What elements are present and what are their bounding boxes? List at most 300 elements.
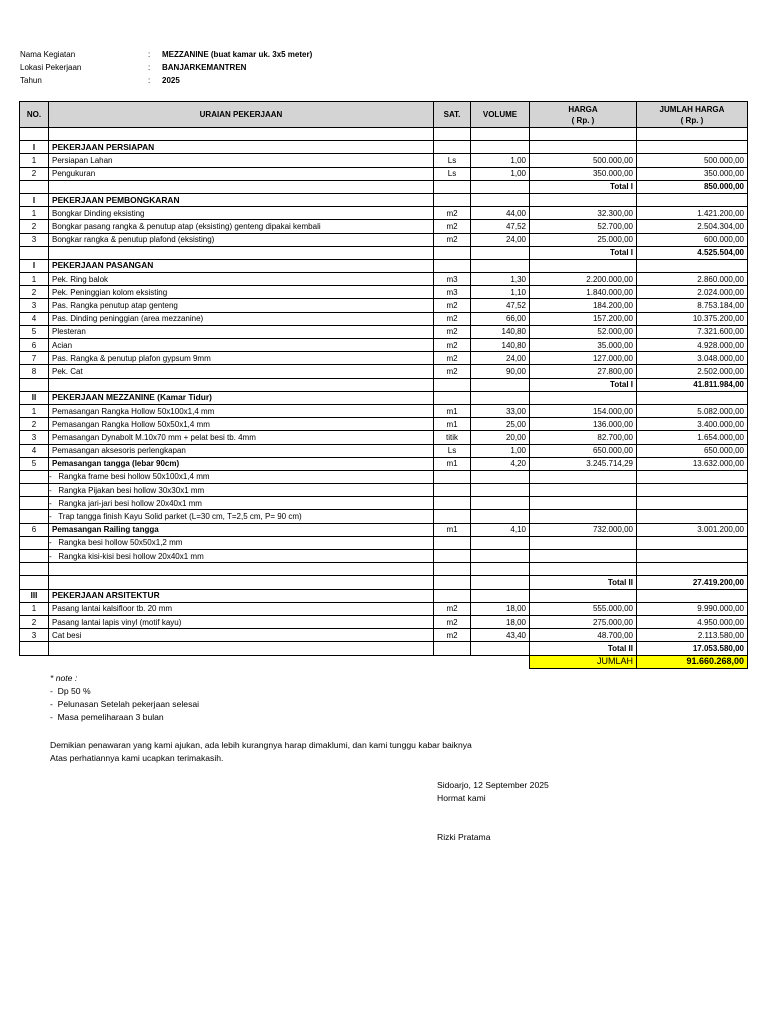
header-uraian: URAIAN PEKERJAAN bbox=[49, 102, 434, 128]
table-row bbox=[20, 629, 748, 642]
cell-empty bbox=[471, 141, 530, 154]
cell-empty bbox=[637, 128, 748, 141]
cell-empty bbox=[434, 550, 471, 563]
cell-empty bbox=[530, 193, 637, 206]
info-colon: : bbox=[148, 50, 151, 59]
cell-empty bbox=[471, 470, 530, 483]
sub-item-dash: - bbox=[49, 498, 52, 508]
cell-sat: m1 bbox=[434, 523, 471, 536]
sub-item-text: Rangka Pijakan besi hollow 30x30x1 mm bbox=[58, 485, 205, 495]
cell-empty bbox=[530, 536, 637, 549]
cell-volume: 66,00 bbox=[471, 312, 530, 325]
sub-item-row bbox=[20, 536, 748, 549]
cell-jumlah: 3.001.200,00 bbox=[637, 523, 748, 536]
cell-volume: 4,20 bbox=[471, 457, 530, 470]
cell-desc: Pemasangan Dynabolt M.10x70 mm + pelat besi tb. 4mm bbox=[49, 431, 434, 444]
cell-desc: Plesteran bbox=[49, 325, 434, 338]
cell-jumlah: 5.082.000,00 bbox=[637, 404, 748, 417]
grand-total-spacer bbox=[20, 655, 530, 668]
sub-item-text: Rangka frame besi hollow 50x100x1,4 mm bbox=[58, 472, 210, 482]
cell-empty bbox=[20, 378, 49, 391]
cell-empty bbox=[20, 128, 49, 141]
cell-desc: PEKERJAAN PEMBONGKARAN bbox=[49, 193, 434, 206]
cell-empty bbox=[49, 128, 434, 141]
cell-jumlah: 350.000,00 bbox=[637, 167, 748, 180]
cell-empty bbox=[434, 378, 471, 391]
cell-no: 3 bbox=[20, 431, 49, 444]
cell-empty bbox=[637, 470, 748, 483]
cell-no: 5 bbox=[20, 457, 49, 470]
table-row bbox=[20, 418, 748, 431]
table-row bbox=[20, 273, 748, 286]
place-date: Sidoarjo, 12 September 2025 bbox=[437, 780, 549, 790]
table-row bbox=[20, 220, 748, 233]
section-row bbox=[20, 589, 748, 602]
cell-empty bbox=[471, 246, 530, 259]
table-row bbox=[20, 444, 748, 457]
cell-harga: 732.000,00 bbox=[530, 523, 637, 536]
cell-sat: Ls bbox=[434, 167, 471, 180]
cell-sat: m2 bbox=[434, 220, 471, 233]
cell-harga: 136.000,00 bbox=[530, 418, 637, 431]
total-row bbox=[20, 378, 748, 391]
cell-empty bbox=[637, 510, 748, 523]
sub-item-row bbox=[20, 484, 748, 497]
cell-harga: 127.000,00 bbox=[530, 352, 637, 365]
sub-item-row bbox=[20, 470, 748, 483]
cell-empty bbox=[637, 497, 748, 510]
cell-harga: 154.000,00 bbox=[530, 404, 637, 417]
section-row bbox=[20, 193, 748, 206]
empty-row bbox=[20, 128, 748, 141]
info-value: BANJARKEMANTREN bbox=[162, 63, 247, 72]
cell-sat: m1 bbox=[434, 418, 471, 431]
cell-desc: Bongkar Dinding eksisting bbox=[49, 207, 434, 220]
cell-no: 1 bbox=[20, 602, 49, 615]
cell-empty bbox=[637, 484, 748, 497]
table-body bbox=[20, 128, 748, 656]
cell-jumlah: 600.000,00 bbox=[637, 233, 748, 246]
cell-empty bbox=[530, 391, 637, 404]
cell-desc: Pemasangan Railing tangga bbox=[49, 523, 434, 536]
cell-no: 5 bbox=[20, 325, 49, 338]
note-text: Masa pemeliharaan 3 bulan bbox=[57, 712, 164, 722]
info-row-lokasi bbox=[20, 61, 312, 74]
cell-volume: 140,80 bbox=[471, 339, 530, 352]
cell-no: 1 bbox=[20, 273, 49, 286]
table-row bbox=[20, 457, 748, 470]
section-row bbox=[20, 259, 748, 272]
info-label: Nama Kegiatan bbox=[20, 50, 76, 59]
table-row bbox=[20, 615, 748, 628]
closing-line: Demikian penawaran yang kami ajukan, ada lebih kurangnya harap dimaklumi, dan kami tunggu kabar baiknya bbox=[50, 740, 472, 750]
cell-jumlah: 2.860.000,00 bbox=[637, 273, 748, 286]
cell-desc: PEKERJAAN ARSITEKTUR bbox=[49, 589, 434, 602]
table-row bbox=[20, 154, 748, 167]
cell-empty bbox=[434, 246, 471, 259]
cell-sat: m2 bbox=[434, 299, 471, 312]
cell-harga: 52.700,00 bbox=[530, 220, 637, 233]
header-jumlah bbox=[637, 102, 748, 128]
cell-sat: titik bbox=[434, 431, 471, 444]
total-amount: 850.000,00 bbox=[637, 180, 748, 193]
cell-harga: 650.000,00 bbox=[530, 444, 637, 457]
cell-no: 1 bbox=[20, 404, 49, 417]
cell-desc bbox=[49, 470, 434, 483]
cell-no: 3 bbox=[20, 233, 49, 246]
cell-empty bbox=[434, 576, 471, 589]
cell-empty bbox=[530, 484, 637, 497]
table-row bbox=[20, 602, 748, 615]
cell-sat: m1 bbox=[434, 457, 471, 470]
total-amount: 17.053.580,00 bbox=[637, 642, 748, 655]
info-colon: : bbox=[148, 76, 151, 85]
sub-item-text: Trap tangga finish Kayu Solid parket (L=30 cm, T=2,5 cm, P= 90 cm) bbox=[58, 512, 302, 522]
cell-sat: m2 bbox=[434, 325, 471, 338]
cell-harga: 2.200.000,00 bbox=[530, 273, 637, 286]
cell-harga: 25.000,00 bbox=[530, 233, 637, 246]
total-label: Total I bbox=[530, 246, 637, 259]
cell-empty bbox=[434, 128, 471, 141]
cell-empty bbox=[530, 259, 637, 272]
cell-sat: m2 bbox=[434, 615, 471, 628]
cell-empty bbox=[471, 642, 530, 655]
table-row bbox=[20, 523, 748, 536]
cell-empty bbox=[530, 141, 637, 154]
cell-no: III bbox=[20, 589, 49, 602]
project-info bbox=[20, 48, 312, 87]
cell-desc: Pas. Dinding peninggian (area mezzanine) bbox=[49, 312, 434, 325]
cell-desc: Bongkar pasang rangka & penutup atap (eksisting) genteng dipakai kembali bbox=[49, 220, 434, 233]
cell-no: I bbox=[20, 141, 49, 154]
table-row bbox=[20, 299, 748, 312]
cell-volume: 47,52 bbox=[471, 299, 530, 312]
cell-jumlah: 10.375.200,00 bbox=[637, 312, 748, 325]
cell-desc: Acian bbox=[49, 339, 434, 352]
cell-empty bbox=[434, 470, 471, 483]
cell-harga: 32.300,00 bbox=[530, 207, 637, 220]
info-row-tahun bbox=[20, 74, 312, 87]
sub-item-text: Rangka kisi-kisi besi hollow 20x40x1 mm bbox=[58, 551, 204, 561]
sub-item-dash: - bbox=[49, 485, 52, 495]
cell-empty bbox=[471, 510, 530, 523]
sub-item-row bbox=[20, 497, 748, 510]
greeting: Hormat kami bbox=[437, 793, 486, 803]
cell-empty bbox=[434, 141, 471, 154]
header-volume: VOLUME bbox=[471, 102, 530, 128]
cell-desc bbox=[49, 497, 434, 510]
section-row bbox=[20, 391, 748, 404]
cell-harga: 48.700,00 bbox=[530, 629, 637, 642]
cell-sat: m2 bbox=[434, 233, 471, 246]
cell-desc: Pemasangan Rangka Hollow 50x100x1,4 mm bbox=[49, 404, 434, 417]
cell-volume: 47,52 bbox=[471, 220, 530, 233]
cell-jumlah: 2.024.000,00 bbox=[637, 286, 748, 299]
cell-jumlah: 8.753.184,00 bbox=[637, 299, 748, 312]
cell-empty bbox=[49, 246, 434, 259]
note-item: - Masa pemeliharaan 3 bulan bbox=[50, 712, 164, 722]
cell-volume: 44,00 bbox=[471, 207, 530, 220]
cell-no: 2 bbox=[20, 615, 49, 628]
sub-item-row bbox=[20, 550, 748, 563]
total-label: Total II bbox=[530, 576, 637, 589]
total-row bbox=[20, 180, 748, 193]
notes bbox=[50, 672, 199, 724]
cell-desc: Pasang lantai kalsifloor tb. 20 mm bbox=[49, 602, 434, 615]
cell-empty bbox=[434, 391, 471, 404]
cell-desc bbox=[49, 484, 434, 497]
table-row bbox=[20, 207, 748, 220]
cell-harga: 82.700,00 bbox=[530, 431, 637, 444]
cell-desc: Pek. Ring balok bbox=[49, 273, 434, 286]
note-item: - Pelunasan Setelah pekerjaan selesai bbox=[50, 699, 200, 709]
cell-no: 2 bbox=[20, 220, 49, 233]
cell-empty bbox=[20, 576, 49, 589]
cell-harga: 350.000,00 bbox=[530, 167, 637, 180]
cell-empty bbox=[434, 589, 471, 602]
cell-jumlah: 3.048.000,00 bbox=[637, 352, 748, 365]
cell-sat: m2 bbox=[434, 629, 471, 642]
cell-sat: m2 bbox=[434, 602, 471, 615]
cell-desc bbox=[49, 536, 434, 549]
cell-volume: 90,00 bbox=[471, 365, 530, 378]
cell-no: I bbox=[20, 259, 49, 272]
cell-no: 8 bbox=[20, 365, 49, 378]
cell-harga: 500.000,00 bbox=[530, 154, 637, 167]
cell-jumlah: 650.000,00 bbox=[637, 444, 748, 457]
cell-desc: Pas. Rangka penutup atap genteng bbox=[49, 299, 434, 312]
section-row bbox=[20, 141, 748, 154]
cell-harga: 157.200,00 bbox=[530, 312, 637, 325]
cell-empty bbox=[434, 193, 471, 206]
cell-jumlah: 9.990.000,00 bbox=[637, 602, 748, 615]
cell-empty bbox=[49, 180, 434, 193]
table-row bbox=[20, 339, 748, 352]
cell-volume: 20,00 bbox=[471, 431, 530, 444]
cell-empty bbox=[530, 589, 637, 602]
info-label: Tahun bbox=[20, 76, 42, 85]
grand-total-label: JUMLAH bbox=[530, 655, 637, 668]
info-value: 2025 bbox=[162, 76, 180, 85]
cell-volume: 25,00 bbox=[471, 418, 530, 431]
cell-sat: m1 bbox=[434, 404, 471, 417]
sub-item-row bbox=[20, 510, 748, 523]
cell-sat: Ls bbox=[434, 444, 471, 457]
grand-total-amount: 91.660.268,00 bbox=[637, 655, 748, 668]
cell-no: 2 bbox=[20, 418, 49, 431]
sub-item-dash: - bbox=[49, 538, 52, 548]
table-row bbox=[20, 365, 748, 378]
cell-jumlah: 3.400.000,00 bbox=[637, 418, 748, 431]
cell-empty bbox=[471, 550, 530, 563]
cell-volume: 18,00 bbox=[471, 602, 530, 615]
total-label: Total I bbox=[530, 378, 637, 391]
cell-no: 6 bbox=[20, 523, 49, 536]
total-amount: 41.811.984,00 bbox=[637, 378, 748, 391]
cell-desc: PEKERJAAN PASANGAN bbox=[49, 259, 434, 272]
cell-empty bbox=[471, 378, 530, 391]
cell-empty bbox=[20, 246, 49, 259]
table-row bbox=[20, 312, 748, 325]
cell-empty bbox=[20, 550, 49, 563]
sub-item-text: Rangka jari-jari besi hollow 20x40x1 mm bbox=[58, 498, 202, 508]
info-colon: : bbox=[148, 63, 151, 72]
cell-harga: 184.200,00 bbox=[530, 299, 637, 312]
cell-empty bbox=[20, 510, 49, 523]
cell-empty bbox=[20, 642, 49, 655]
cell-sat: m2 bbox=[434, 207, 471, 220]
cell-empty bbox=[434, 563, 471, 576]
cell-sat: m2 bbox=[434, 365, 471, 378]
cell-desc: Pek. Cat bbox=[49, 365, 434, 378]
cell-no: 1 bbox=[20, 207, 49, 220]
cell-sat: m2 bbox=[434, 352, 471, 365]
cell-empty bbox=[471, 193, 530, 206]
cell-empty bbox=[20, 180, 49, 193]
table-row bbox=[20, 233, 748, 246]
cell-desc: Pengukuran bbox=[49, 167, 434, 180]
cell-jumlah: 1.654.000,00 bbox=[637, 431, 748, 444]
cell-empty bbox=[20, 470, 49, 483]
cell-empty bbox=[637, 563, 748, 576]
cell-no: 2 bbox=[20, 167, 49, 180]
cell-volume: 1,00 bbox=[471, 444, 530, 457]
total-amount: 4.525.504,00 bbox=[637, 246, 748, 259]
cell-volume: 4,10 bbox=[471, 523, 530, 536]
note-item: - Dp 50 % bbox=[50, 686, 91, 696]
info-value: MEZZANINE (buat kamar uk. 3x5 meter) bbox=[162, 50, 313, 59]
cell-empty bbox=[471, 180, 530, 193]
cell-volume: 24,00 bbox=[471, 352, 530, 365]
cell-sat: m2 bbox=[434, 312, 471, 325]
cell-empty bbox=[471, 589, 530, 602]
info-label: Lokasi Pekerjaan bbox=[20, 63, 82, 72]
header-jumlah-unit: ( Rp. ) bbox=[680, 115, 704, 125]
cell-harga: 35.000,00 bbox=[530, 339, 637, 352]
table-row bbox=[20, 286, 748, 299]
cell-jumlah: 1.421.200,00 bbox=[637, 207, 748, 220]
table-row bbox=[20, 404, 748, 417]
cell-empty bbox=[530, 470, 637, 483]
total-label: Total I bbox=[530, 180, 637, 193]
cell-jumlah: 7.321.600,00 bbox=[637, 325, 748, 338]
cell-no: 1 bbox=[20, 154, 49, 167]
cell-desc: PEKERJAAN MEZZANINE (Kamar Tidur) bbox=[49, 391, 434, 404]
cell-empty bbox=[20, 497, 49, 510]
cell-empty bbox=[471, 259, 530, 272]
cell-jumlah: 4.950.000,00 bbox=[637, 615, 748, 628]
table-row bbox=[20, 352, 748, 365]
cell-jumlah: 13.632.000,00 bbox=[637, 457, 748, 470]
cell-no: I bbox=[20, 193, 49, 206]
cell-empty bbox=[637, 141, 748, 154]
cell-no: 3 bbox=[20, 629, 49, 642]
cell-empty bbox=[471, 497, 530, 510]
cell-empty bbox=[20, 536, 49, 549]
cell-empty bbox=[530, 128, 637, 141]
cell-volume: 1,10 bbox=[471, 286, 530, 299]
cell-empty bbox=[20, 484, 49, 497]
cell-volume: 1,00 bbox=[471, 154, 530, 167]
cell-desc: Persiapan Lahan bbox=[49, 154, 434, 167]
header-harga bbox=[530, 102, 637, 128]
note-title: * note : bbox=[50, 673, 78, 683]
signer-name: Rizki Pratama bbox=[437, 832, 491, 842]
cell-no: 6 bbox=[20, 339, 49, 352]
info-row-kegiatan bbox=[20, 48, 312, 61]
boq-table bbox=[19, 101, 748, 669]
note-text: Dp 50 % bbox=[57, 686, 91, 696]
table-row bbox=[20, 325, 748, 338]
total-amount: 27.419.200,00 bbox=[637, 576, 748, 589]
cell-empty bbox=[434, 536, 471, 549]
cell-desc: Bongkar rangka & penutup plafond (eksisting) bbox=[49, 233, 434, 246]
cell-empty bbox=[637, 550, 748, 563]
signature-block bbox=[437, 779, 549, 805]
cell-no: 3 bbox=[20, 299, 49, 312]
cell-volume: 1,00 bbox=[471, 167, 530, 180]
header-jumlah-label: JUMLAH HARGA bbox=[659, 104, 725, 114]
cell-no: II bbox=[20, 391, 49, 404]
cell-no: 7 bbox=[20, 352, 49, 365]
cell-jumlah: 2.502.000,00 bbox=[637, 365, 748, 378]
cell-empty bbox=[434, 484, 471, 497]
cell-sat: m3 bbox=[434, 273, 471, 286]
cell-desc: Pas. Rangka & penutup plafon gypsum 9mm bbox=[49, 352, 434, 365]
total-label: Total II bbox=[530, 642, 637, 655]
cell-desc: Pek. Peninggian kolom eksisting bbox=[49, 286, 434, 299]
cell-empty bbox=[20, 563, 49, 576]
cell-desc: Pemasangan tangga (lebar 90cm) bbox=[49, 457, 434, 470]
cell-empty bbox=[49, 378, 434, 391]
cell-empty bbox=[637, 259, 748, 272]
cell-volume: 140,80 bbox=[471, 325, 530, 338]
cell-no: 4 bbox=[20, 312, 49, 325]
cell-empty bbox=[49, 642, 434, 655]
cell-sat: Ls bbox=[434, 154, 471, 167]
cell-sat: m2 bbox=[434, 339, 471, 352]
cell-jumlah: 500.000,00 bbox=[637, 154, 748, 167]
cell-sat: m3 bbox=[434, 286, 471, 299]
table-header bbox=[20, 102, 748, 128]
cell-empty bbox=[471, 576, 530, 589]
sub-item-dash: - bbox=[49, 551, 52, 561]
cell-harga: 1.840.000,00 bbox=[530, 286, 637, 299]
cell-empty bbox=[530, 510, 637, 523]
cell-empty bbox=[471, 128, 530, 141]
cell-empty bbox=[471, 484, 530, 497]
cell-jumlah: 2.113.580,00 bbox=[637, 629, 748, 642]
table-row bbox=[20, 431, 748, 444]
cell-harga: 27.800,00 bbox=[530, 365, 637, 378]
cell-volume: 18,00 bbox=[471, 615, 530, 628]
cell-empty bbox=[434, 642, 471, 655]
cell-desc: PEKERJAAN PERSIAPAN bbox=[49, 141, 434, 154]
cell-empty bbox=[471, 563, 530, 576]
cell-volume: 43,40 bbox=[471, 629, 530, 642]
header-harga-unit: ( Rp. ) bbox=[571, 115, 595, 125]
header-sat: SAT. bbox=[434, 102, 471, 128]
cell-volume: 24,00 bbox=[471, 233, 530, 246]
cell-desc: Pasang lantai lapis vinyl (motif kayu) bbox=[49, 615, 434, 628]
cell-empty bbox=[637, 536, 748, 549]
total-row bbox=[20, 246, 748, 259]
cell-empty bbox=[530, 563, 637, 576]
cell-empty bbox=[530, 497, 637, 510]
header-no: NO. bbox=[20, 102, 49, 128]
cell-no: 2 bbox=[20, 286, 49, 299]
cell-empty bbox=[434, 497, 471, 510]
